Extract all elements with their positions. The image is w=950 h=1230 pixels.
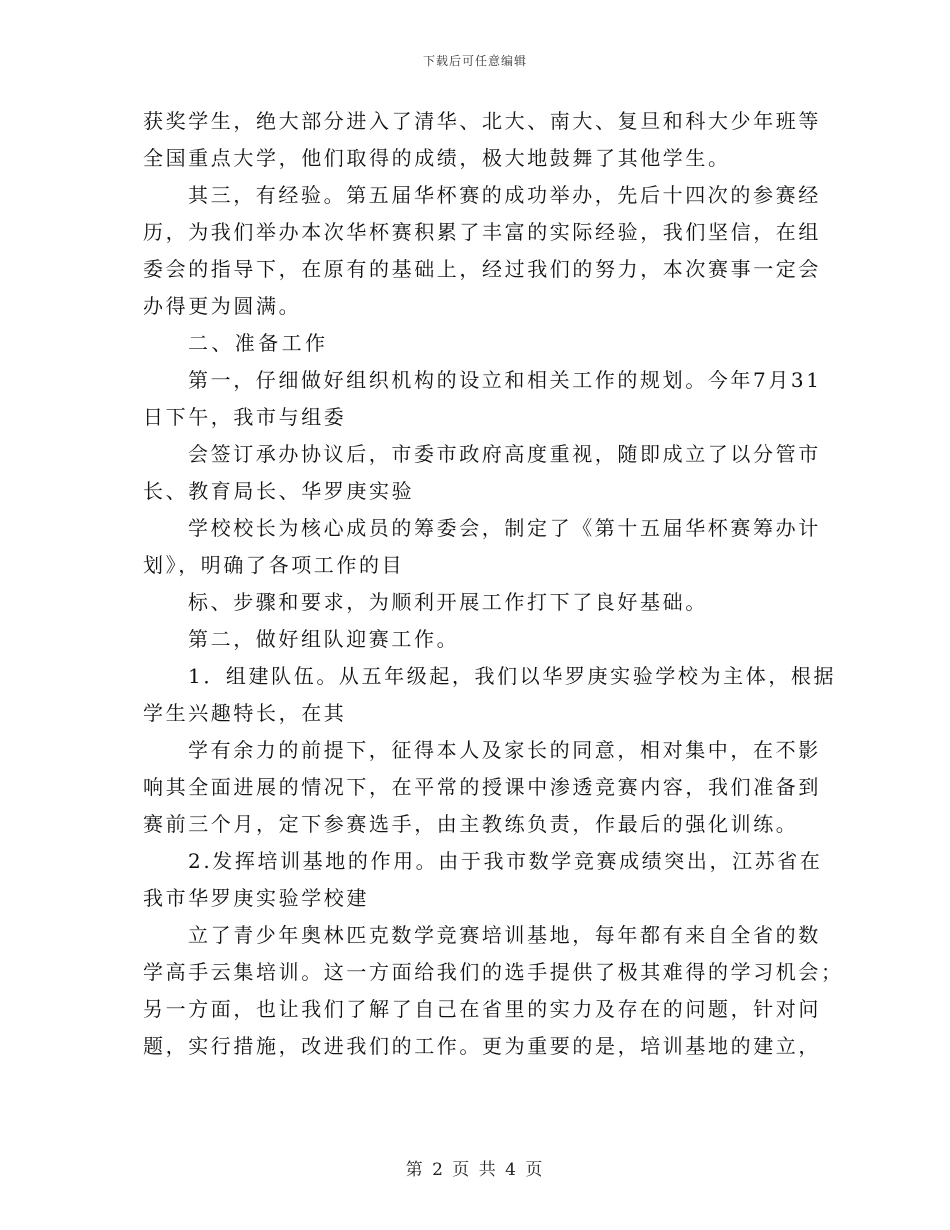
document-body [143, 103, 844, 1065]
text-line: 获奖学生，绝大部分进入了清华、北大、南大、复旦和科大少年班等 [143, 109, 821, 133]
text-line: 赛前三个月，定下参赛选手，由主教练负责，作最后的强化训练。 [143, 812, 799, 836]
text-line: 学生兴趣特长，在其 [143, 701, 347, 725]
text-line: 日下午，我市与组委 [143, 405, 347, 429]
text-line: 划》，明确了各项工作的目 [143, 553, 405, 577]
text-line: 标、步骤和要求，为顺利开展工作打下了良好基础。 [188, 590, 708, 614]
text-line: 题，实行措施，改进我们的工作。更为重要的是，培训基地的建立， [143, 1034, 821, 1058]
text-line: 第二，做好组队迎赛工作。 [188, 627, 460, 651]
text-line: 学校校长为核心成员的筹委会，制定了《第十五届华杯赛筹办计 [188, 516, 821, 540]
section-heading: 二、准备工作 [188, 331, 329, 355]
text-line: 会签订承办协议后，市委市政府高度重视，随即成立了以分管市 [188, 442, 821, 466]
text-line: 立了青少年奥林匹克数学竞赛培训基地，每年都有来自全省的数 [188, 923, 821, 947]
page-header-note: 下载后可任意编辑 [422, 54, 527, 68]
text-line: 我市华罗庚实验学校建 [143, 886, 369, 910]
text-line: 其三，有经验。第五届华杯赛的成功举办，先后十四次的参赛经 [188, 183, 821, 207]
text-line: 2.发挥培训基地的作用。由于我市数学竞赛成绩突出，江苏省在 [188, 849, 823, 873]
text-line: 学有余力的前提下，征得本人及家长的同意，相对集中，在不影 [188, 738, 821, 762]
text-line: 办得更为圆满。 [143, 294, 302, 318]
text-line: 全国重点大学，他们取得的成绩，极大地鼓舞了其他学生。 [143, 146, 731, 170]
text-line: 另一方面，也让我们了解了自己在省里的实力及存在的问题，针对问 [143, 997, 821, 1021]
text-line: 学高手云集培训。这一方面给我们的选手提供了极其难得的学习机会； [143, 960, 844, 984]
text-line: 响其全面进展的情况下，在平常的授课中渗透竞赛内容，我们准备到 [143, 775, 821, 799]
text-line: 历，为我们举办本次华杯赛积累了丰富的实际经验，我们坚信，在组 [143, 220, 821, 244]
text-line: 1．组建队伍。从五年级起，我们以华罗庚实验学校为主体，根据 [188, 664, 837, 688]
text-line: 第一，仔细做好组织机构的设立和相关工作的规划。今年7月31 [188, 368, 822, 392]
text-line: 委会的指导下，在原有的基础上，经过我们的努力，本次赛事一定会 [143, 257, 821, 281]
page-number: 第 2 页 共 4 页 [405, 1160, 545, 1180]
text-line: 长、教育局长、华罗庚实验 [143, 479, 415, 503]
